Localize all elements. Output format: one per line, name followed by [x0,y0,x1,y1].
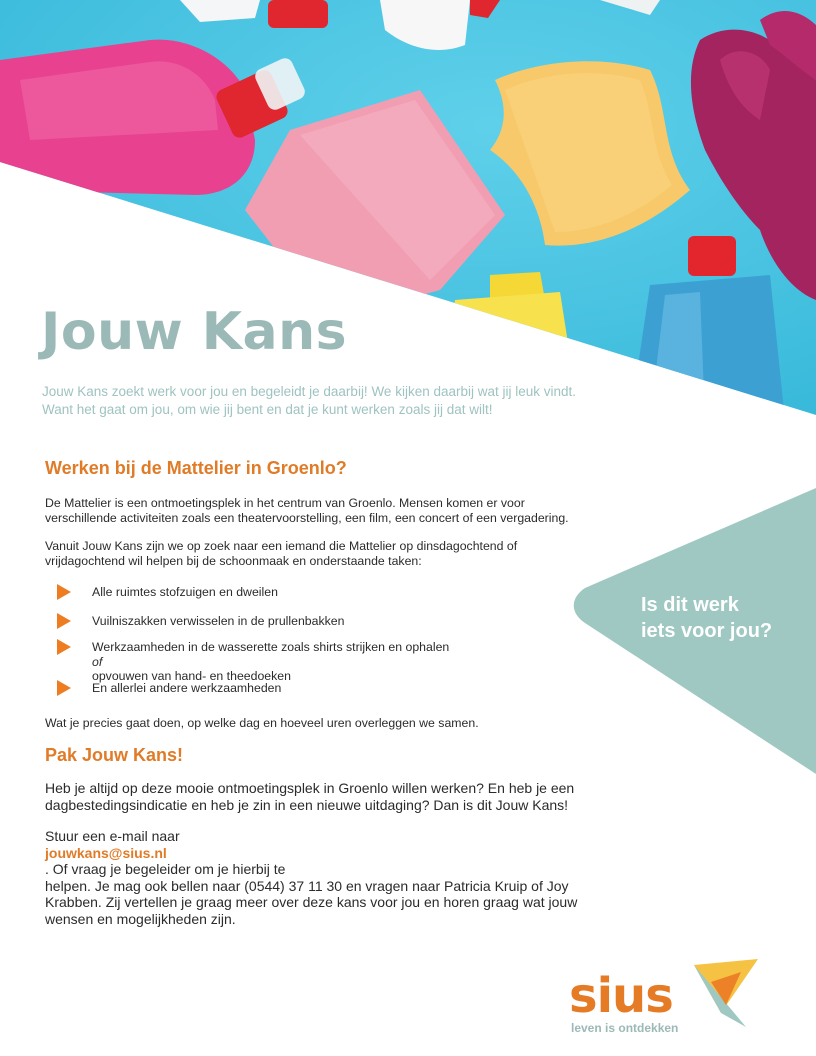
logo-tagline: leven is ontdekken [571,1021,679,1035]
pak-kans-paragraph: Heb je altijd op deze mooie ontmoetingsplek in Groenlo willen werken? En heb je een dagbestedingsindicatie en heb je zin in een nieuwe uitdaging? Dan is dit Jouw Kans! [45,780,575,813]
contact-paragraph: Stuur een e-mail naar jouwkans@sius.nl . Of vraag je begeleider om je hierbij te helpen. Je mag ook bellen naar (0544) 37 11 30 en vragen naar Patricia Kruip of Joy Krabben. Zij vertellen je graag meer over deze kans voor jou en horen graag wat jouw wensen en mogelijkheden zijn. [45,828,578,927]
section-heading-mattelier: Werken bij de Mattelier in Groenlo? [45,458,347,478]
page-title: Jouw Kans [41,302,348,362]
logo-wordmark: sius [569,968,673,1024]
job-description: Vanuit Jouw Kans zijn we op zoek naar een iemand die Mattelier op dinsdagochtend of vrijdagochtend wil helpen bij de schoonmaak en onderstaande taken: [45,539,518,568]
orange-triangle-bullet-icon [57,613,71,629]
orange-triangle-bullet-icon [57,639,71,655]
callout-text: Is dit werk iets voor jou? [641,594,773,642]
closing-text: Wat je precies gaat doen, op welke dag en hoeveel uren overleggen we samen. [45,716,479,730]
section-heading-pak-jouw-kans: Pak Jouw Kans! [45,745,184,765]
orange-triangle-bullet-icon [57,680,71,696]
mattelier-description: De Mattelier is een ontmoetingsplek in het centrum van Groenlo. Mensen komen er voor verschillende activiteiten zoals een theatervoorstelling, een film, een concert of een vergadering. [45,496,569,525]
email-link[interactable]: jouwkans@sius.nl [45,844,167,861]
orange-triangle-bullet-icon [57,584,71,600]
intro-text: Jouw Kans zoekt werk voor jou en begeleidt je daarbij! We kijken daarbij wat jij leuk vindt. Want het gaat om jou, om wie jij bent en dat je kunt werken zoals jij dat wilt! [42,384,577,417]
